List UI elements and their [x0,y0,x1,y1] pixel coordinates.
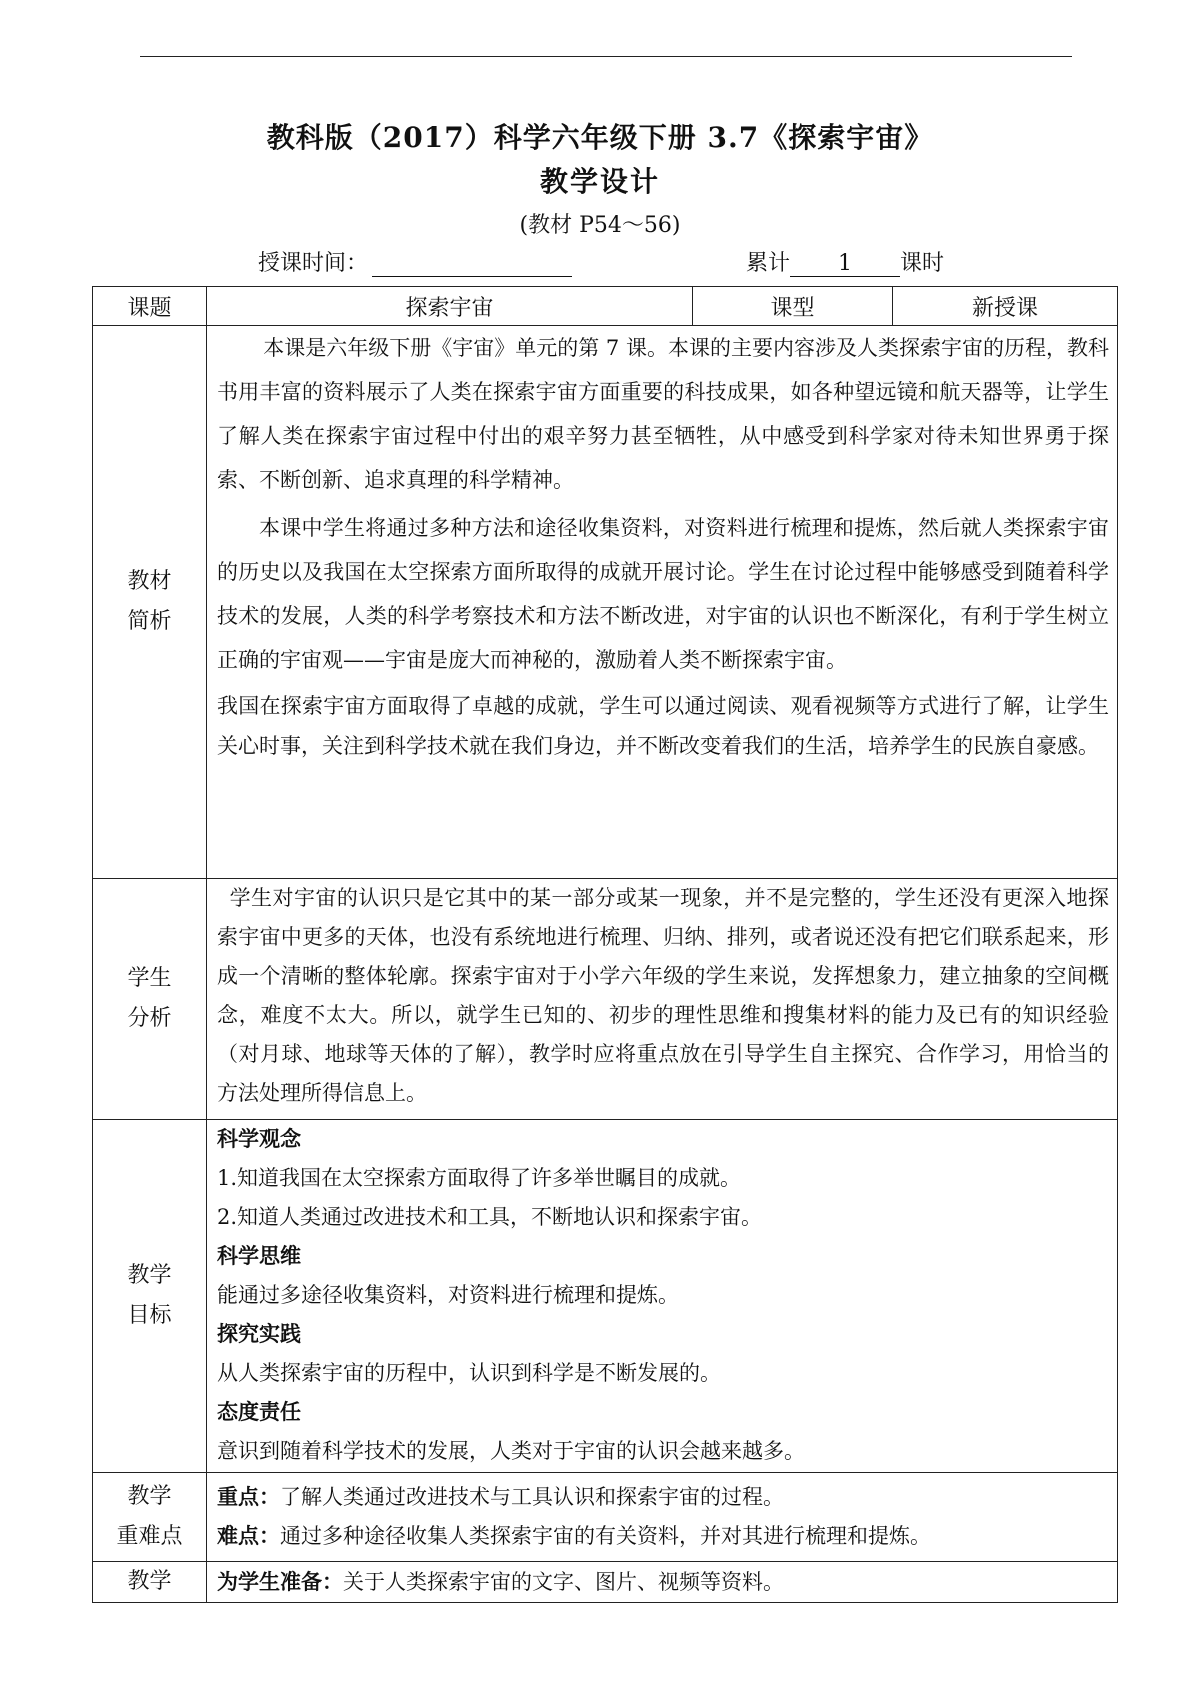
key-difficult-content [207,1473,1118,1562]
goal-practice-1: 从人类探索宇宙的历程中，认识到科学是不断发展的。 [217,1361,721,1385]
material-paragraph-3: 我国在探索宇宙方面取得了卓越的成就，学生可以通过阅读、观看视频等方式进行了解，让学生关心时事，关注到科学技术就在我们身边，并不断改变着我们的生活，培养学生的民族自豪感。 [217,694,1109,758]
class-time-label: 授课时间： [258,251,369,276]
key-difficult-label: 教学 重难点 [93,1473,207,1562]
key-point-head: 重点： [217,1485,280,1509]
lesson-type-label: 课型 [693,287,893,326]
preparation-text: 关于人类探索宇宙的文字、图片、视频等资料。 [343,1570,784,1594]
table-row-material [93,326,1118,879]
period-count-value: 1 [790,251,900,277]
preparation-head: 为学生准备： [217,1570,343,1594]
topic-value: 探索宇宙 [207,287,693,326]
key-point-line [217,1478,1109,1517]
table-row-student [93,879,1118,1120]
preparation-content [207,1562,1118,1603]
difficult-point-line [217,1517,1109,1556]
goal-heading-attitude: 态度责任 [217,1400,301,1424]
table-row-keypoints [93,1473,1118,1562]
period-count-prefix: 累计 [746,251,791,276]
difficult-point-text: 通过多种途径收集人类探索宇宙的有关资料，并对其进行梳理和提炼。 [280,1524,931,1548]
goal-heading-practice: 探究实践 [217,1322,301,1346]
difficult-point-head: 难点： [217,1524,280,1548]
table-row-topic [93,287,1118,326]
material-analysis-label: 教材 简析 [93,326,207,879]
goal-thinking-1: 能通过多途径收集资料，对资料进行梳理和提炼。 [217,1283,679,1307]
student-paragraph: 学生对宇宙的认识只是它其中的某一部分或某一现象，并不是完整的，学生还没有更深入地探索宇宙中更多的天体，也没有系统地进行梳理、归纳、排列，或者说还没有把它们联系起来，形成一个清晰的整体轮廓。探索宇宙对于小学六年级的学生来说，发挥想象力，建立抽象的空间概念，难度不太大。所以，就学生已知的、初步的理性思维和搜集材料的能力及已有的知识经验（对月球、地球等天体的了解），教学时应将重点放在引导学生自主探究、合作学习，用恰当的方法处理所得信息上。 [217,886,1109,1105]
student-analysis-label: 学生 分析 [93,879,207,1120]
period-count-suffix: 课时 [900,251,945,276]
goal-concept-2: 2.知道人类通过改进技术和工具，不断地认识和探索宇宙。 [217,1205,763,1229]
topic-label: 课题 [93,287,207,326]
textbook-pages: (教材 P54～56) [519,213,681,238]
key-point-text: 了解人类通过改进技术与工具认识和探索宇宙的过程。 [280,1485,784,1509]
lesson-plan-table [92,286,1118,1603]
preparation-label: 教学 [93,1562,207,1603]
goal-heading-concept: 科学观念 [217,1127,301,1151]
table-row-prep [93,1562,1118,1603]
table-row-goals [93,1120,1118,1473]
class-time-blank [372,256,572,277]
material-analysis-content [207,326,1118,879]
header-rule [140,56,1072,57]
student-analysis-content [207,879,1118,1120]
teaching-goals-content [207,1120,1118,1473]
teaching-goals-label: 教学 目标 [93,1120,207,1473]
material-paragraph-1: 本课是六年级下册《宇宙》单元的第 7 课。本课的主要内容涉及人类探索宇宙的历程，教科书用丰富的资料展示了人类在探索宇宙方面重要的科技成果，如各种望远镜和航天器等，让学生了解人类在探索宇宙过程中付出的艰辛努力甚至牺牲，从中感受到科学家对待未知世界勇于探索、不断创新、追求真理的科学精神。 [217,336,1109,492]
document-title: 教科版（2017）科学六年级下册 3.7《探索宇宙》 [266,121,934,154]
goal-attitude-1: 意识到随着科学技术的发展，人类对于宇宙的认识会越来越多。 [217,1439,805,1463]
class-time-field [258,246,572,277]
goal-heading-thinking: 科学思维 [217,1244,301,1268]
material-paragraph-2: 本课中学生将通过多种方法和途径收集资料，对资料进行梳理和提炼，然后就人类探索宇宙的历史以及我国在太空探索方面所取得的成就开展讨论。学生在讨论过程中能够感受到随着科学技术的发展，人类的科学考察技术和方法不断改进，对宇宙的认识也不断深化，有利于学生树立正确的宇宙观——宇宙是庞大而神秘的，激励着人类不断探索宇宙。 [217,516,1109,672]
preparation-line [217,1563,1109,1601]
period-count-field [746,246,944,277]
document-subtitle: 教学设计 [539,165,660,198]
goal-concept-1: 1.知道我国在太空探索方面取得了许多举世瞩目的成就。 [217,1166,742,1190]
lesson-type-value: 新授课 [893,287,1118,326]
